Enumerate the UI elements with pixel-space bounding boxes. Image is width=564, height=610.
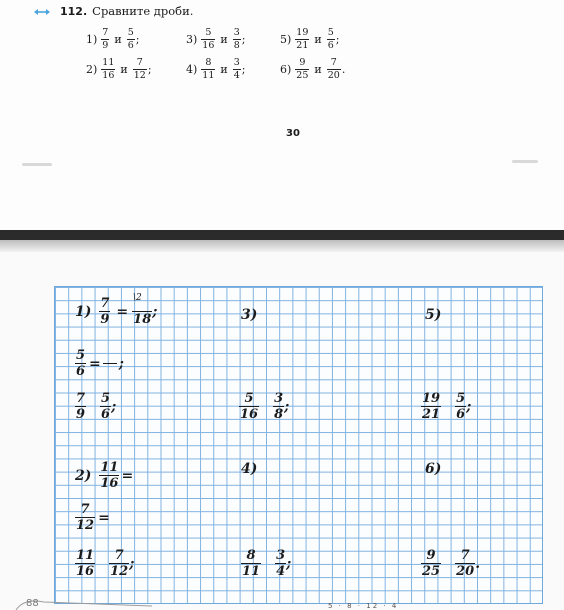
scan-smudge — [22, 163, 52, 166]
numerator: 9 — [299, 57, 306, 68]
numerator: 3 — [274, 391, 284, 406]
fraction — [75, 349, 86, 378]
conjunction: и — [114, 32, 122, 46]
numerator: 19 — [296, 27, 309, 38]
page-shadow — [0, 240, 564, 252]
punctuation: ; — [135, 32, 140, 46]
denominator: 20 — [327, 69, 340, 81]
fraction — [327, 28, 335, 50]
punctuation: ; — [335, 32, 340, 46]
item-label: 5) — [280, 32, 292, 46]
equals-sign: = — [89, 355, 101, 372]
numerator: 7 — [76, 391, 86, 406]
task-heading — [60, 4, 193, 18]
denominator: 20 — [456, 564, 475, 579]
fraction — [275, 549, 286, 578]
numerator: 3 — [276, 548, 286, 563]
denominator: 12 — [133, 69, 146, 81]
fraction — [239, 392, 259, 421]
exercise-item-5 — [280, 28, 340, 50]
double-arrow-icon — [34, 8, 50, 16]
numerator: 3 — [233, 27, 240, 38]
numerator: 5 — [127, 27, 134, 38]
numerator: 5 — [101, 391, 111, 406]
fraction — [75, 549, 95, 578]
fraction — [100, 392, 111, 421]
work-entry-3 — [241, 307, 257, 323]
numerator: 7 — [136, 57, 143, 68]
fraction — [101, 58, 115, 80]
exercise-item-1 — [86, 28, 139, 50]
conjunction: и — [220, 32, 228, 46]
item-label: 6) — [280, 62, 292, 76]
denominator: 16 — [76, 564, 95, 579]
numerator: 5 — [244, 391, 254, 406]
fraction — [241, 549, 261, 578]
task-number: 112. — [60, 5, 88, 18]
conjunction: и — [314, 32, 322, 46]
punctuation: ; — [129, 555, 135, 572]
numerator: 9 — [426, 548, 436, 563]
page-separator — [0, 230, 564, 240]
numerator: 19 — [422, 391, 441, 406]
denominator: 6 — [127, 39, 134, 51]
punctuation: . — [475, 555, 481, 572]
work-compare-4 — [241, 549, 291, 578]
denominator: 21 — [296, 39, 309, 51]
fraction — [101, 28, 109, 50]
fraction — [133, 58, 147, 80]
item-label: 4) — [186, 62, 198, 76]
exercise-item-2 — [86, 58, 152, 80]
denominator: 25 — [422, 564, 441, 579]
item-label: 2) — [75, 467, 92, 484]
denominator: 16 — [202, 39, 215, 51]
numerator: 5 — [327, 27, 334, 38]
fraction — [99, 461, 119, 490]
denominator: 16 — [102, 69, 115, 81]
fraction — [455, 392, 466, 421]
work-compare-1 — [75, 392, 116, 421]
fraction — [75, 503, 95, 532]
fraction — [421, 392, 441, 421]
denominator: 6 — [456, 407, 466, 422]
item-label: 2) — [86, 62, 98, 76]
punctuation: ; — [286, 555, 292, 572]
work-entry-2b — [75, 503, 110, 532]
answer-blank — [103, 363, 117, 364]
work-entry-4 — [241, 461, 257, 477]
denominator: 6 — [101, 407, 111, 422]
fraction — [233, 28, 241, 50]
exercise-item-4 — [186, 58, 246, 80]
equals-sign: = — [121, 467, 134, 484]
fraction — [295, 28, 309, 50]
fraction — [201, 28, 215, 50]
page-number: 30 — [286, 128, 300, 139]
textbook-page — [0, 0, 564, 230]
numerator: 11 — [100, 460, 119, 475]
conjunction: и — [120, 62, 128, 76]
equals-sign: = — [116, 303, 129, 320]
conjunction: и — [220, 62, 228, 76]
work-entry-6 — [425, 461, 441, 477]
denominator: 8 — [233, 39, 240, 51]
work-compare-2 — [75, 549, 134, 578]
item-label: 3) — [241, 307, 258, 323]
denominator: 9 — [102, 39, 109, 51]
fraction — [421, 549, 441, 578]
equals-sign: = — [98, 509, 110, 526]
numerator: 7 — [100, 296, 110, 311]
fraction — [75, 392, 86, 421]
numerator: 3 — [233, 57, 240, 68]
punctuation: ; — [241, 62, 246, 76]
punctuation: ; — [241, 32, 246, 46]
item-label: 6) — [425, 461, 442, 477]
denominator: 12 — [76, 518, 95, 533]
denominator: 16 — [100, 476, 119, 491]
punctuation: ; — [147, 62, 152, 76]
denominator: 6 — [327, 39, 334, 51]
exercise-item-6 — [280, 58, 345, 80]
workbook-page-number: 88 — [26, 598, 39, 609]
work-compare-3 — [239, 392, 289, 421]
numerator: 7 — [330, 57, 337, 68]
numerator: 7 — [80, 502, 90, 517]
denominator: 4 — [233, 69, 240, 81]
fraction — [99, 297, 110, 326]
numerator: 7 — [114, 548, 124, 563]
fraction — [201, 58, 215, 80]
numerator: 7 — [460, 548, 470, 563]
item-label: 1) — [86, 32, 98, 46]
numerator: 5 — [76, 348, 86, 363]
numerator: 7 — [102, 27, 109, 38]
punctuation: ; — [152, 303, 158, 320]
numerator: 11 — [76, 548, 95, 563]
fraction — [273, 392, 284, 421]
numerator: 5 — [205, 27, 212, 38]
work-entry-2 — [75, 461, 133, 490]
work-entry-5 — [425, 307, 441, 323]
workbook-page — [0, 252, 564, 610]
punctuation: . — [341, 62, 346, 76]
footer-digits: 5 · 8 · 12 · 4 — [328, 602, 399, 610]
multiplier-mark: \2 — [133, 293, 142, 303]
punctuation: ; — [111, 398, 117, 415]
denominator: 8 — [274, 407, 284, 422]
item-label: 1) — [75, 303, 92, 320]
denominator: 21 — [422, 407, 441, 422]
denominator: 6 — [76, 364, 86, 379]
fraction — [109, 549, 129, 578]
denominator: 12 — [110, 564, 129, 579]
numerator: 8 — [246, 548, 256, 563]
task-title: Сравните дроби. — [92, 4, 194, 18]
denominator: 25 — [296, 69, 309, 81]
punctuation: ; — [118, 355, 124, 372]
denominator: 18 — [133, 312, 152, 327]
item-label: 3) — [186, 32, 198, 46]
work-compare-6 — [421, 549, 480, 578]
punctuation: ; — [466, 398, 472, 415]
punctuation: ; — [284, 398, 290, 415]
work-entry-1 — [75, 293, 158, 327]
item-label: 5) — [425, 307, 442, 323]
graph-paper-grid — [54, 286, 543, 604]
denominator: 11 — [202, 69, 215, 81]
item-label: 4) — [241, 461, 258, 477]
fraction — [455, 549, 475, 578]
denominator: 16 — [240, 407, 259, 422]
denominator: 9 — [76, 407, 86, 422]
denominator: 4 — [276, 564, 286, 579]
denominator: 11 — [242, 564, 261, 579]
conjunction: и — [314, 62, 322, 76]
fraction — [295, 58, 309, 80]
work-entry-1b — [75, 349, 124, 378]
numerator: 5 — [456, 391, 466, 406]
numerator: 11 — [102, 57, 115, 68]
fraction — [327, 58, 341, 80]
scan-smudge — [512, 160, 538, 163]
fraction — [127, 28, 135, 50]
denominator: 9 — [100, 312, 110, 327]
exercise-item-3 — [186, 28, 246, 50]
numerator: 8 — [205, 57, 212, 68]
fraction — [233, 58, 241, 80]
work-compare-5 — [421, 392, 471, 421]
